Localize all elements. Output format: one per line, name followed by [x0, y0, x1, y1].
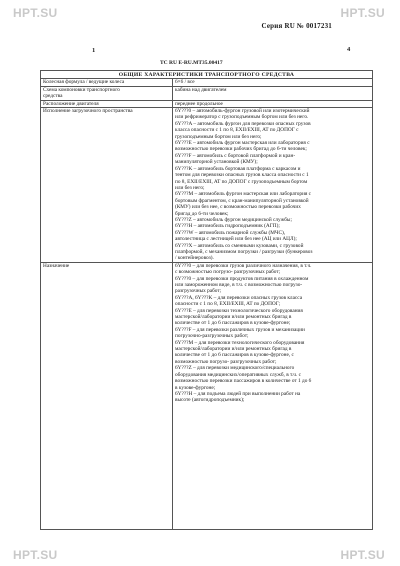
cell-line: 6Y???0 – для перевозки грузов различного назначения, в т.ч.: [175, 262, 312, 269]
row-label: [41, 79, 173, 86]
table-row: [41, 100, 373, 107]
cell-line: мастерской/лаборатории и/или ремонтных бригад в: [175, 314, 292, 321]
watermark-top-right: HPT.SU: [340, 6, 385, 20]
cell-line: 6Y???Z – автомобиль фургон медицинской службы;: [175, 216, 292, 223]
cell-line: тентом для перевозки опасных грузов класса опасности с 1: [175, 172, 309, 179]
row-value: [173, 79, 373, 86]
cell-line: (КМУ) или без нее, с возможностью перевозки рабочих: [175, 204, 301, 211]
table-header-row: [41, 71, 373, 79]
cell-line: 6Y???E – автомобиль фургон мастерская или лаборатория с: [175, 140, 310, 147]
cell-line: возможностью перевозки рабочих бригад до 6-ти человек;: [175, 146, 307, 153]
row-label: [41, 100, 173, 107]
cell-line: Исполнение загрузочного пространства: [43, 108, 133, 115]
page-number-right: 4: [347, 46, 351, 53]
cell-line: переднее продольное: [175, 100, 223, 107]
cell-line: погрузочно-разгрузочных работ;: [175, 333, 249, 340]
cell-line: манипуляторной установкой (КМУ);: [175, 159, 258, 166]
page-number-left: 1: [92, 47, 96, 54]
cell-line: бортовым фрагментом, с кран-манипуляторной установкой: [175, 197, 309, 204]
cell-line: 6Y???A, 6Y???K – для перевозки опасных грузов класса: [175, 294, 303, 301]
row-value: [173, 108, 373, 263]
cell-line: 6Y???Z – для перевозки медицинского/специального: [175, 365, 295, 372]
cell-line: 6×6 / все: [175, 79, 195, 86]
watermark-bottom-right: HPT.SU: [340, 548, 385, 562]
cell-line: 6Y???W – автомобиль пожарной службы (МЧС),: [175, 229, 286, 236]
cell-line: высоте (автогидроподъемник);: [175, 397, 245, 404]
watermark-top-left: HPT.SU: [13, 6, 58, 20]
cell-line: 6Y???E – для перевозки технологического оборудования: [175, 307, 303, 314]
cell-line: или рефрижератор с грузоподъемным бортом или без него.: [175, 114, 309, 121]
cell-line: возможностью перевозки пассажиров в количестве от 1 до 6: [175, 378, 312, 385]
row-label: [41, 86, 173, 100]
cell-line: кабина над двигателем: [175, 86, 227, 93]
table-row: [41, 262, 373, 529]
cell-line: средства: [43, 93, 63, 100]
table-row: [41, 86, 373, 100]
table-title: ОБЩИЕ ХАРАКТЕРИСТИКИ ТРАНСПОРТНОГО СРЕДСТВА: [41, 71, 373, 79]
cell-line: с возможностью погрузо- разгрузочных работ;: [175, 269, 281, 276]
cell-line: 6Y???A – автомобиль фургон для перевозки опасных грузов: [175, 120, 311, 127]
cell-line: 6Y???M – для перевозки технологического оборудования: [175, 339, 305, 346]
certificate-serial-number: Серия RU № 0017231: [261, 22, 332, 30]
cell-line: / контейнеровоз).: [175, 255, 214, 262]
row-label: [41, 262, 173, 529]
table-row: [41, 108, 373, 263]
cell-line: разгрузочных работ;: [175, 288, 222, 295]
cell-line: количестве от 1 до 6 пассажиров в кузове-фургоне, с: [175, 352, 294, 359]
cell-line: 6Y???X – автомобиль со сменными кузовами, с грузовой: [175, 242, 304, 249]
vehicle-characteristics-table: [40, 70, 373, 530]
row-value: [173, 86, 373, 100]
cell-line: мастерской/лаборатории и/или ремонтных бригад в: [175, 346, 292, 353]
cell-line: Расположение двигателя: [43, 100, 99, 107]
cell-line: Назначение: [43, 262, 70, 269]
cell-line: 6Y???H – автомобиль гидроподъемник (АГП);: [175, 223, 280, 230]
cell-line: автолестница с лестницей или без нее (АЦ или АЦЛ);: [175, 236, 297, 243]
cell-line: платформой, с механизмом погрузки / разгрузки (бункеровоз: [175, 248, 313, 255]
cell-line: в кузове-фургоне;: [175, 384, 216, 391]
cell-line: грузоподъемным бортом или без него;: [175, 133, 262, 140]
cell-line: 6Y???M – автомобиль фургон мастерская или лаборатория с: [175, 191, 312, 198]
cell-line: 6Y???K – автомобиль бортовая платформа с каркасом и: [175, 165, 301, 172]
cell-line: 6Y???H – для подъема людей при выполнении работ на: [175, 390, 301, 397]
row-value: [173, 262, 373, 529]
row-label: [41, 108, 173, 263]
cell-line: класса опасности с 1 по 8, EXII/EXIII, AT по ДОПОГ с: [175, 127, 299, 134]
cell-line: или без него;: [175, 184, 205, 191]
cell-line: 6Y???0 – для перевозки продуктов питания в охлажденном: [175, 275, 309, 282]
cell-line: 6Y???0 – автомобиль-фургон грузовой или изотермический: [175, 108, 310, 115]
cell-line: бригад до 6-ти человек;: [175, 210, 229, 217]
row-value: [173, 100, 373, 107]
cell-line: Колесная формула / ведущие колеса: [43, 79, 125, 86]
cell-line: или замороженном виде, в т.ч. с возможностью погрузо-: [175, 282, 303, 288]
watermark-bottom-left: HPT.SU: [13, 548, 58, 562]
cell-line: по 8, EXII/EXIII, AT по ДОПОГ с грузоподъемным бортом: [175, 178, 308, 185]
cell-line: 6Y???F – для перевозки различных грузов и механизации: [175, 326, 305, 333]
cell-line: Схема компоновки транспортного: [43, 86, 120, 93]
table-row: [41, 79, 373, 86]
document-code: TC RU E-RU.MT35.00417: [160, 60, 223, 66]
cell-line: опасности с 1 по 8, EXII/EXIII, AT по ДОПОГ;: [175, 301, 281, 308]
cell-line: возможностью погрузо- разгрузочных работ;: [175, 358, 277, 365]
cell-line: 6Y???F – автомобиль с бортовой платформой и кран-: [175, 152, 296, 159]
cell-line: количестве от 1 до 6 пассажиров в кузове-фургоне;: [175, 320, 291, 327]
cell-line: оборудования медицинских/оперативных служб, в т.ч. с: [175, 371, 301, 378]
